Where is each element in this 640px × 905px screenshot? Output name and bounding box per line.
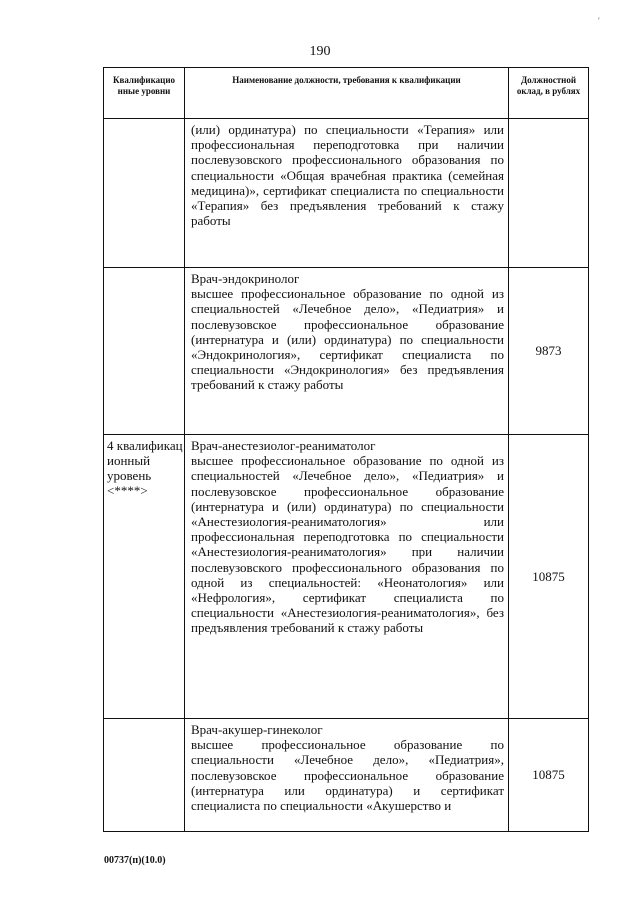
- header-position-requirements: Наименование должности, требования к квалификации: [185, 68, 509, 119]
- document-code: 00737(п)(10.0): [104, 855, 166, 866]
- header-salary: Должностной оклад, в рублях: [509, 68, 589, 119]
- page-number: 190: [309, 44, 331, 59]
- position-title: Врач-эндокринолог: [191, 271, 300, 286]
- row-salary: 10875: [509, 435, 589, 719]
- position-requirements: (или) ординатура) по специальности «Терапия» или профессиональная переподготовка при наличии послевузовского профессионального образования по специальности «Общая врачебная практика (семейная медицина)», сертификат специалиста по специальности «Терапия» без предъявления требований к стажу работы: [191, 122, 504, 229]
- row-salary: 10875: [509, 719, 589, 832]
- row-level: 4 квалификац ионный уровень <****>: [104, 435, 185, 719]
- position-requirements: высшее профессиональное образование по специальности «Лечебное дело», «Педиатрия», послевузовское профессиональное образование (интернатура или ординатура) и сертификат специалиста по специальности «Акушерство и: [191, 737, 504, 814]
- table-row: [104, 268, 589, 435]
- corner-mark: ′: [598, 16, 600, 26]
- position-requirements: высшее профессиональное образование по одной из специальностей «Лечебное дело», «Педиатрия» и послевузовское профессиональное образование (интернатура и (или) ординатура) по специальности «Анестезиология-реаниматология» или профессиональная переподготовка по специальности «Анестезиология-реаниматология» при наличии послевузовского профессионального образования по одной из специальностей: «Неонатология» или «Нефрология», сертификат специалиста по специальности «Анестезиология-реаниматология», без предъявления требований к стажу работы: [191, 453, 504, 636]
- position-title: Врач-анестезиолог-реаниматолог: [191, 438, 376, 453]
- table-row: [104, 719, 589, 832]
- row-description: [185, 435, 509, 719]
- row-description: [185, 119, 509, 268]
- row-level: [104, 719, 185, 832]
- position-requirements: высшее профессиональное образование по одной из специальностей «Лечебное дело», «Педиатрия» и послевузовское профессиональное образование (интернатура и (или) ординатура) по специальности «Эндокринология», сертификат специалиста по специальности «Эндокринология» без предъявления требований к стажу работы: [191, 286, 504, 393]
- table-header-row: [104, 68, 589, 119]
- row-salary: [509, 119, 589, 268]
- row-level: [104, 268, 185, 435]
- row-level: [104, 119, 185, 268]
- position-title: Врач-акушер-гинеколог: [191, 722, 323, 737]
- table-row: [104, 119, 589, 268]
- row-salary: 9873: [509, 268, 589, 435]
- row-description: [185, 719, 509, 832]
- table-row: [104, 435, 589, 719]
- header-qualification-levels: Квалификацио нные уровни: [104, 68, 185, 119]
- qualification-table: [103, 67, 589, 832]
- row-description: [185, 268, 509, 435]
